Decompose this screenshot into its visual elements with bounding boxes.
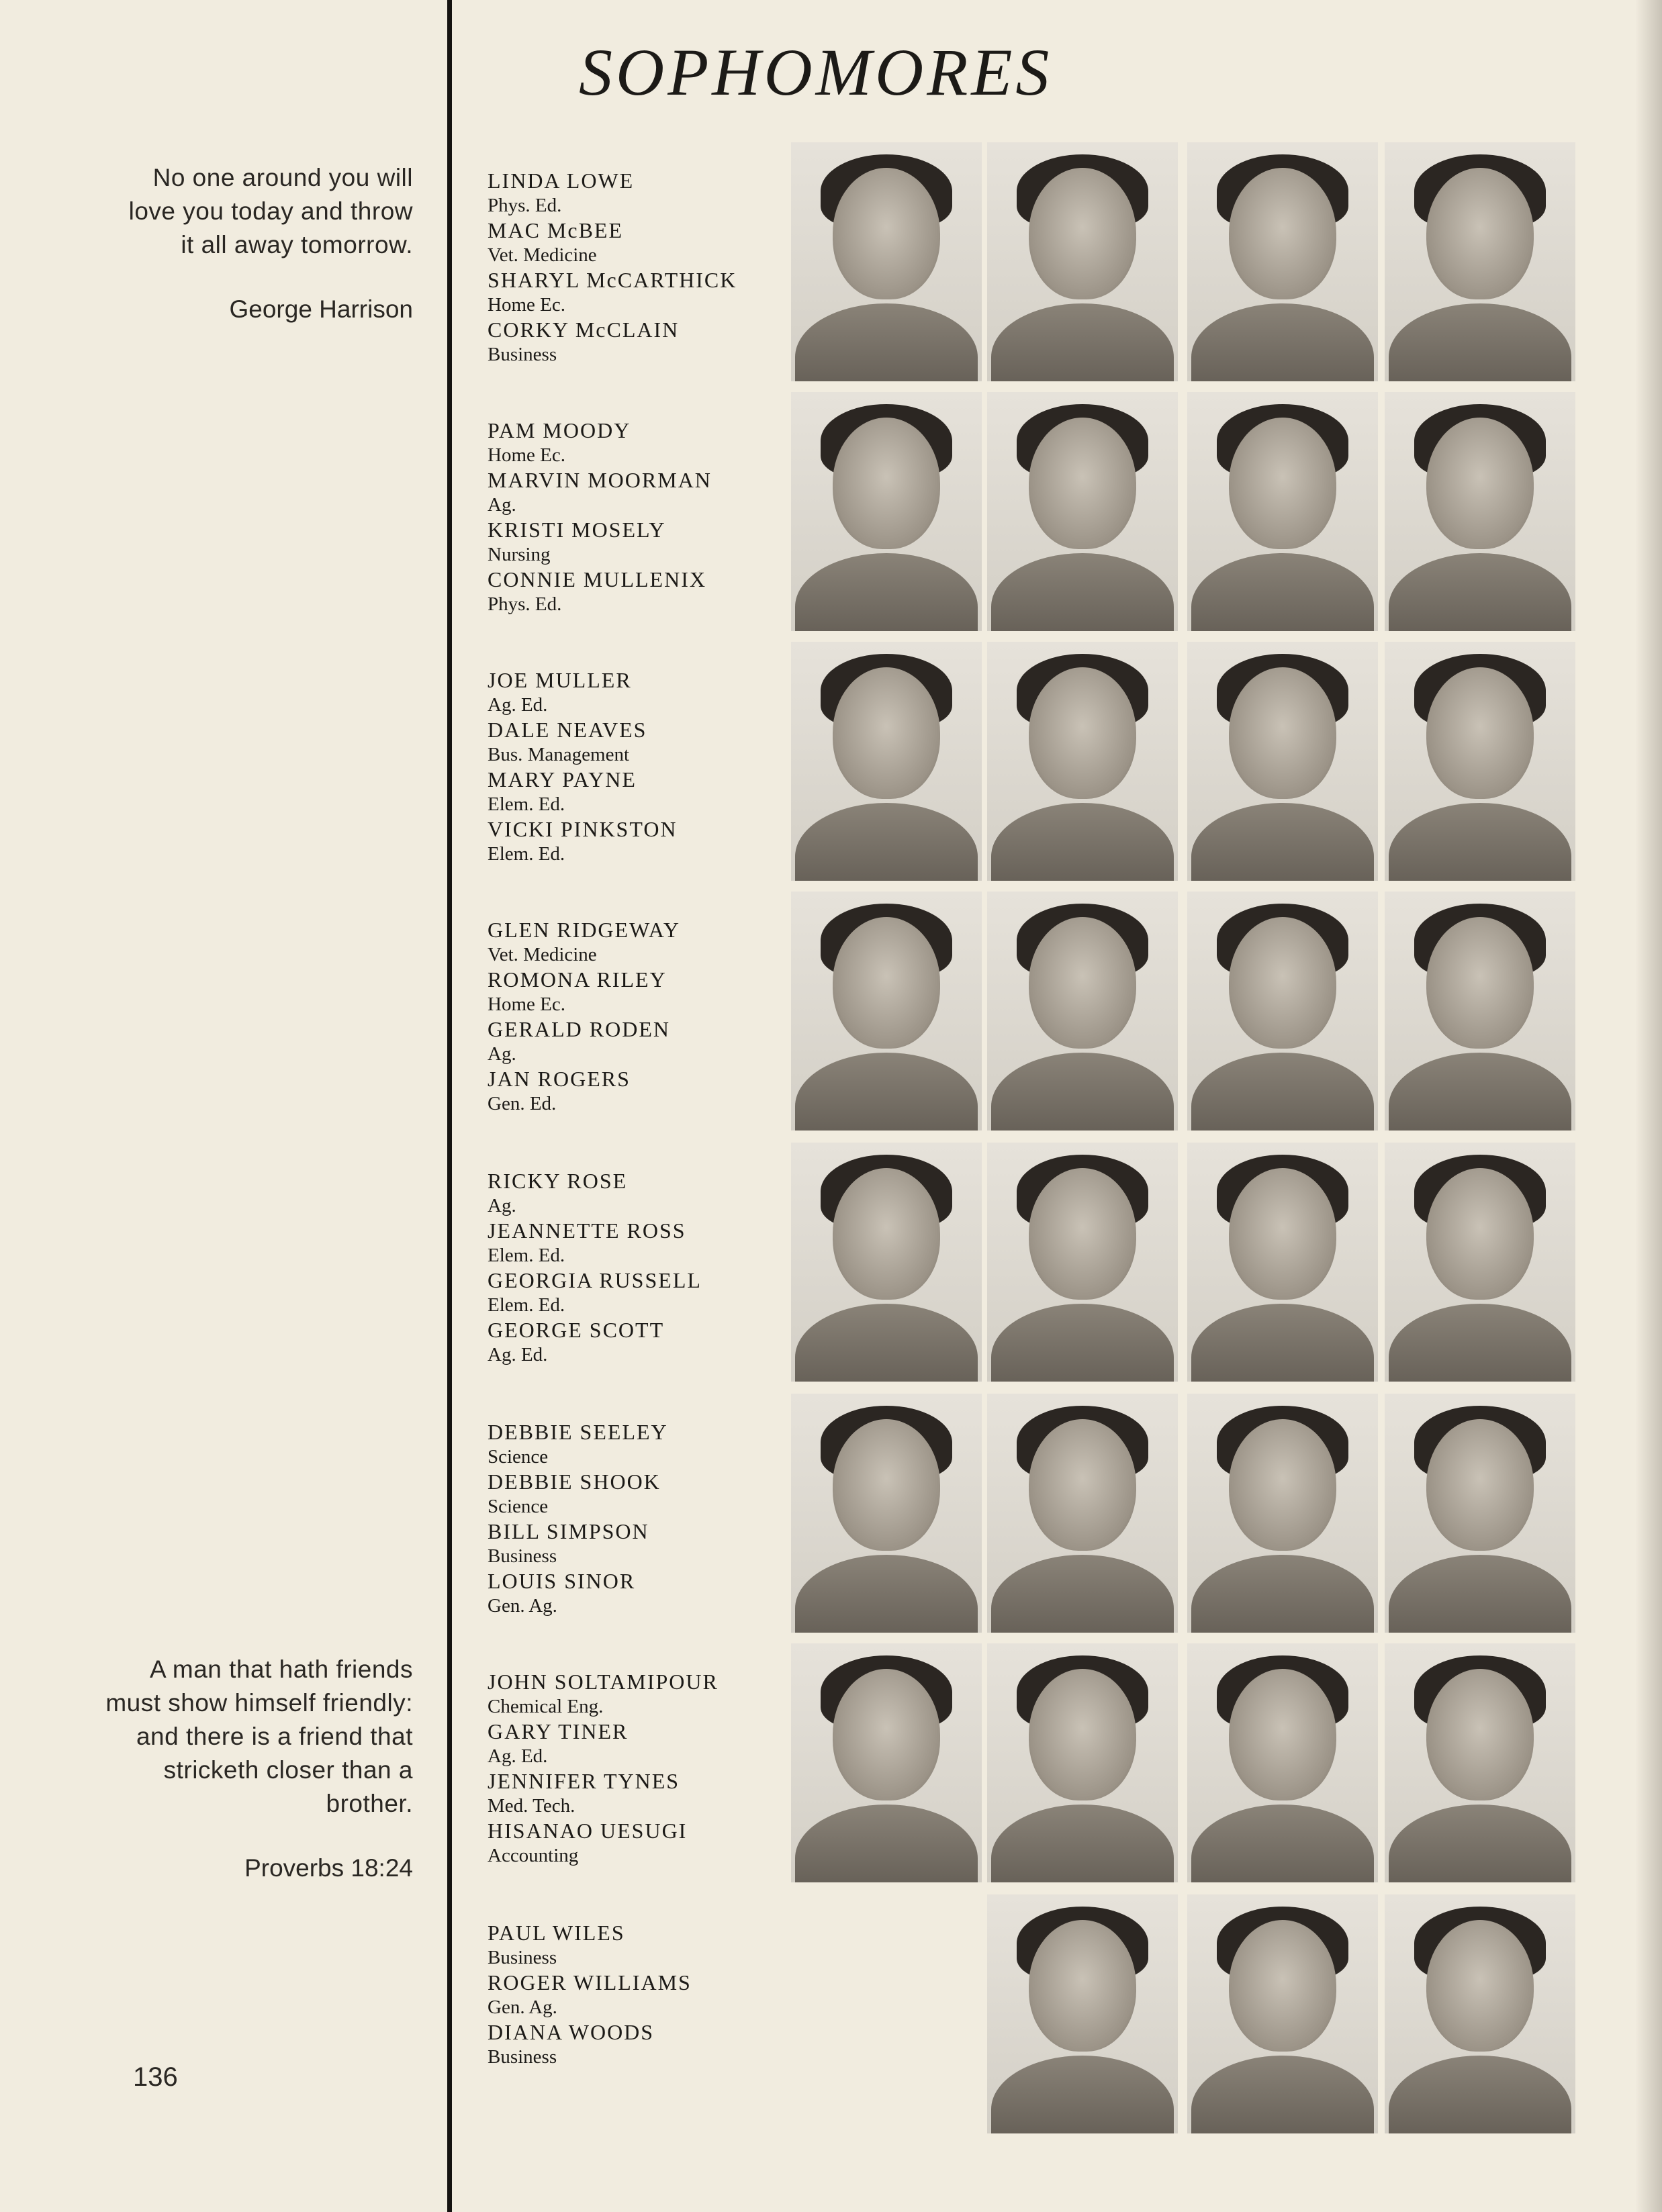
portrait-shoulders — [1191, 1555, 1374, 1633]
student-name: MARVIN MOORMAN — [488, 468, 712, 492]
student-entry — [488, 917, 783, 967]
portrait-face — [1229, 1920, 1336, 2052]
portrait-face — [1029, 168, 1136, 299]
photo-row — [791, 1394, 1583, 1635]
student-portrait — [791, 1394, 982, 1633]
portrait-shoulders — [1389, 1555, 1571, 1633]
student-portrait — [1187, 1894, 1378, 2133]
student-name: GEORGE SCOTT — [488, 1318, 665, 1342]
student-portrait — [1187, 892, 1378, 1131]
student-name: CONNIE MULLENIX — [488, 567, 706, 591]
student-portrait — [987, 1894, 1178, 2133]
portrait-face — [1029, 1168, 1136, 1300]
portrait-face — [1426, 1168, 1534, 1300]
student-name: RICKY ROSE — [488, 1169, 628, 1193]
student-portrait — [987, 642, 1178, 881]
portrait-face — [833, 1168, 940, 1300]
student-major: Accounting — [488, 1845, 579, 1866]
student-entry — [488, 168, 783, 218]
quote-top — [37, 161, 413, 326]
portrait-shoulders — [1389, 303, 1571, 381]
student-entry — [488, 1970, 783, 2019]
student-name: JAN ROGERS — [488, 1067, 631, 1091]
name-list — [488, 1168, 783, 1367]
student-entry — [488, 1469, 783, 1519]
student-name: LOUIS SINOR — [488, 1569, 636, 1593]
student-major: Home Ec. — [488, 994, 565, 1015]
student-portrait — [1187, 142, 1378, 381]
photo-row — [791, 1143, 1583, 1384]
student-entry — [488, 1218, 783, 1267]
student-portrait — [987, 1143, 1178, 1382]
student-major: Elem. Ed. — [488, 794, 565, 815]
student-name: MAC McBEE — [488, 218, 623, 242]
student-major: Gen. Ag. — [488, 1595, 557, 1617]
portrait-face — [1229, 1669, 1336, 1800]
portrait-face — [1426, 667, 1534, 799]
student-portrait — [791, 892, 982, 1131]
student-major: Bus. Management — [488, 744, 630, 765]
portrait-shoulders — [1191, 303, 1374, 381]
student-entry — [488, 1669, 783, 1719]
student-portrait — [1385, 1643, 1575, 1882]
student-name: JOHN SOLTAMIPOUR — [488, 1670, 719, 1694]
quote-line: and there is a friend that — [136, 1723, 413, 1750]
student-entry — [488, 1419, 783, 1469]
portrait-face — [1426, 418, 1534, 549]
student-portrait — [1385, 892, 1575, 1131]
student-portrait — [987, 392, 1178, 631]
portrait-face — [833, 917, 940, 1049]
student-major: Phys. Ed. — [488, 195, 562, 216]
portrait-shoulders — [991, 1304, 1174, 1382]
student-major: Ag. Ed. — [488, 1344, 548, 1365]
student-name: CORKY McCLAIN — [488, 318, 680, 342]
student-portrait — [791, 142, 982, 381]
student-name: GLEN RIDGEWAY — [488, 918, 681, 942]
page-number: 136 — [133, 2062, 178, 2092]
student-name: DALE NEAVES — [488, 718, 647, 742]
student-major: Elem. Ed. — [488, 1294, 565, 1316]
portrait-shoulders — [991, 803, 1174, 881]
portrait-shoulders — [795, 1555, 978, 1633]
student-entry — [488, 1768, 783, 1818]
student-major: Ag. Ed. — [488, 694, 548, 716]
portrait-shoulders — [1191, 1304, 1374, 1382]
student-entry — [488, 816, 783, 866]
student-name: DIANA WOODS — [488, 2020, 655, 2044]
portrait-face — [833, 1669, 940, 1800]
student-entry — [488, 2019, 783, 2069]
student-entry — [488, 517, 783, 567]
student-name: ROMONA RILEY — [488, 967, 667, 992]
photo-row — [791, 1643, 1583, 1885]
student-portrait — [1187, 1143, 1378, 1382]
quote-line: No one around you will — [152, 164, 413, 191]
student-name: MARY PAYNE — [488, 767, 637, 791]
student-portrait — [1385, 1894, 1575, 2133]
portrait-shoulders — [1389, 803, 1571, 881]
student-entry — [488, 418, 783, 467]
quote-line: it all away tomorrow. — [181, 231, 413, 258]
portrait-face — [1229, 1419, 1336, 1551]
student-name: VICKI PINKSTON — [488, 817, 678, 841]
quote-line: stricketh closer than a — [163, 1756, 413, 1784]
portrait-shoulders — [1389, 1304, 1571, 1382]
photo-row — [791, 892, 1583, 1133]
student-major: Ag. — [488, 494, 516, 516]
portrait-shoulders — [795, 553, 978, 631]
student-entry — [488, 1016, 783, 1066]
student-portrait — [791, 1143, 982, 1382]
student-portrait — [987, 892, 1178, 1131]
name-list — [488, 1419, 783, 1618]
student-portrait — [791, 392, 982, 631]
portrait-face — [1426, 1669, 1534, 1800]
student-major: Ag. Ed. — [488, 1745, 548, 1767]
student-major: Business — [488, 2046, 557, 2068]
portrait-shoulders — [1191, 1053, 1374, 1131]
name-list — [488, 168, 783, 367]
student-entry — [488, 567, 783, 616]
portrait-face — [1426, 917, 1534, 1049]
portrait-face — [1229, 917, 1336, 1049]
portrait-face — [833, 168, 940, 299]
student-name: ROGER WILLIAMS — [488, 1970, 692, 1994]
student-portrait — [987, 1394, 1178, 1633]
student-name: GERALD RODEN — [488, 1017, 670, 1041]
student-major: Elem. Ed. — [488, 843, 565, 865]
student-portrait — [1187, 392, 1378, 631]
photo-row — [791, 642, 1583, 883]
portrait-face — [1029, 917, 1136, 1049]
portrait-shoulders — [795, 303, 978, 381]
portrait-shoulders — [991, 2056, 1174, 2133]
student-portrait — [791, 1643, 982, 1882]
student-entry — [488, 967, 783, 1016]
student-portrait — [987, 1643, 1178, 1882]
student-entry — [488, 1818, 783, 1868]
portrait-shoulders — [991, 1805, 1174, 1882]
portrait-shoulders — [1191, 553, 1374, 631]
portrait-shoulders — [1389, 2056, 1571, 2133]
student-major: Med. Tech. — [488, 1795, 575, 1817]
student-portrait — [1385, 1394, 1575, 1633]
student-entry — [488, 717, 783, 767]
student-major: Chemical Eng. — [488, 1696, 604, 1717]
portrait-shoulders — [1191, 1805, 1374, 1882]
student-entry — [488, 218, 783, 267]
student-name: LINDA LOWE — [488, 169, 635, 193]
quote-line: brother. — [326, 1790, 413, 1817]
portrait-face — [1229, 667, 1336, 799]
student-name: DEBBIE SEELEY — [488, 1420, 668, 1444]
quote-line: love you today and throw — [128, 197, 413, 225]
portrait-face — [1426, 168, 1534, 299]
student-portrait — [1385, 392, 1575, 631]
student-major: Vet. Medicine — [488, 244, 597, 266]
student-name: JENNIFER TYNES — [488, 1769, 680, 1793]
student-major: Gen. Ed. — [488, 1093, 557, 1114]
quote-author: George Harrison — [229, 295, 413, 323]
portrait-shoulders — [795, 1304, 978, 1382]
student-major: Phys. Ed. — [488, 593, 562, 615]
quote-line: A man that hath friends — [149, 1655, 413, 1683]
vertical-divider — [447, 0, 452, 2212]
portrait-face — [1029, 418, 1136, 549]
student-entry — [488, 317, 783, 367]
portrait-shoulders — [991, 553, 1174, 631]
student-major: Business — [488, 1947, 557, 1968]
student-entry — [488, 467, 783, 517]
portrait-face — [833, 418, 940, 549]
student-major: Vet. Medicine — [488, 944, 597, 965]
student-entry — [488, 1317, 783, 1367]
student-major: Home Ec. — [488, 444, 565, 466]
student-major: Business — [488, 344, 557, 365]
student-entry — [488, 1066, 783, 1116]
student-entry — [488, 767, 783, 816]
portrait-shoulders — [1389, 1053, 1571, 1131]
student-name: DEBBIE SHOOK — [488, 1470, 661, 1494]
student-portrait — [1385, 142, 1575, 381]
student-major: Home Ec. — [488, 294, 565, 316]
portrait-shoulders — [991, 1555, 1174, 1633]
student-entry — [488, 267, 783, 317]
student-entry — [488, 1168, 783, 1218]
student-name: GARY TINER — [488, 1719, 629, 1743]
page-edge-shadow — [1635, 0, 1662, 2212]
portrait-shoulders — [991, 303, 1174, 381]
student-entry — [488, 1267, 783, 1317]
portrait-face — [1029, 1669, 1136, 1800]
page-title: SOPHOMORES — [579, 35, 1053, 109]
student-major: Science — [488, 1496, 549, 1517]
portrait-shoulders — [1389, 1805, 1571, 1882]
student-entry — [488, 1519, 783, 1568]
student-major: Nursing — [488, 544, 551, 565]
portrait-face — [1029, 667, 1136, 799]
quote-line: must show himself friendly: — [105, 1689, 413, 1717]
quote-author: Proverbs 18:24 — [244, 1854, 413, 1882]
student-name: KRISTI MOSELY — [488, 518, 666, 542]
portrait-face — [1229, 1168, 1336, 1300]
portrait-shoulders — [795, 1053, 978, 1131]
student-portrait — [1187, 642, 1378, 881]
student-portrait — [987, 142, 1178, 381]
student-portrait — [791, 642, 982, 881]
portrait-face — [833, 667, 940, 799]
name-list — [488, 1669, 783, 1868]
student-entry — [488, 1568, 783, 1618]
portrait-face — [1029, 1920, 1136, 2052]
photo-row — [791, 392, 1583, 634]
student-name: BILL SIMPSON — [488, 1519, 649, 1543]
student-name: PAUL WILES — [488, 1921, 625, 1945]
student-entry — [488, 1719, 783, 1768]
student-name: JEANNETTE ROSS — [488, 1218, 686, 1243]
student-major: Elem. Ed. — [488, 1245, 565, 1266]
student-portrait — [1385, 1143, 1575, 1382]
portrait-shoulders — [795, 1805, 978, 1882]
portrait-face — [833, 1419, 940, 1551]
student-name: GEORGIA RUSSELL — [488, 1268, 702, 1292]
student-major: Science — [488, 1446, 549, 1468]
student-portrait — [1187, 1643, 1378, 1882]
student-portrait — [1385, 642, 1575, 881]
student-entry — [488, 667, 783, 717]
portrait-face — [1029, 1419, 1136, 1551]
portrait-face — [1426, 1419, 1534, 1551]
student-major: Business — [488, 1545, 557, 1567]
student-name: PAM MOODY — [488, 418, 631, 442]
portrait-face — [1229, 168, 1336, 299]
photo-row — [791, 142, 1583, 384]
student-name: SHARYL McCARTHICK — [488, 268, 737, 292]
name-list — [488, 1920, 783, 2069]
name-list — [488, 418, 783, 616]
photo-row — [791, 1894, 1583, 2136]
student-name: HISANAO UESUGI — [488, 1819, 688, 1843]
portrait-face — [1229, 418, 1336, 549]
student-name: JOE MULLER — [488, 668, 632, 692]
student-entry — [488, 1920, 783, 1970]
portrait-shoulders — [1389, 553, 1571, 631]
name-list — [488, 667, 783, 866]
portrait-shoulders — [795, 803, 978, 881]
student-major: Gen. Ag. — [488, 1997, 557, 2018]
quote-bottom — [37, 1653, 413, 1885]
portrait-shoulders — [991, 1053, 1174, 1131]
portrait-shoulders — [1191, 2056, 1374, 2133]
portrait-shoulders — [1191, 803, 1374, 881]
student-portrait — [1187, 1394, 1378, 1633]
student-major: Ag. — [488, 1043, 516, 1065]
student-major: Ag. — [488, 1195, 516, 1216]
portrait-face — [1426, 1920, 1534, 2052]
name-list — [488, 917, 783, 1116]
